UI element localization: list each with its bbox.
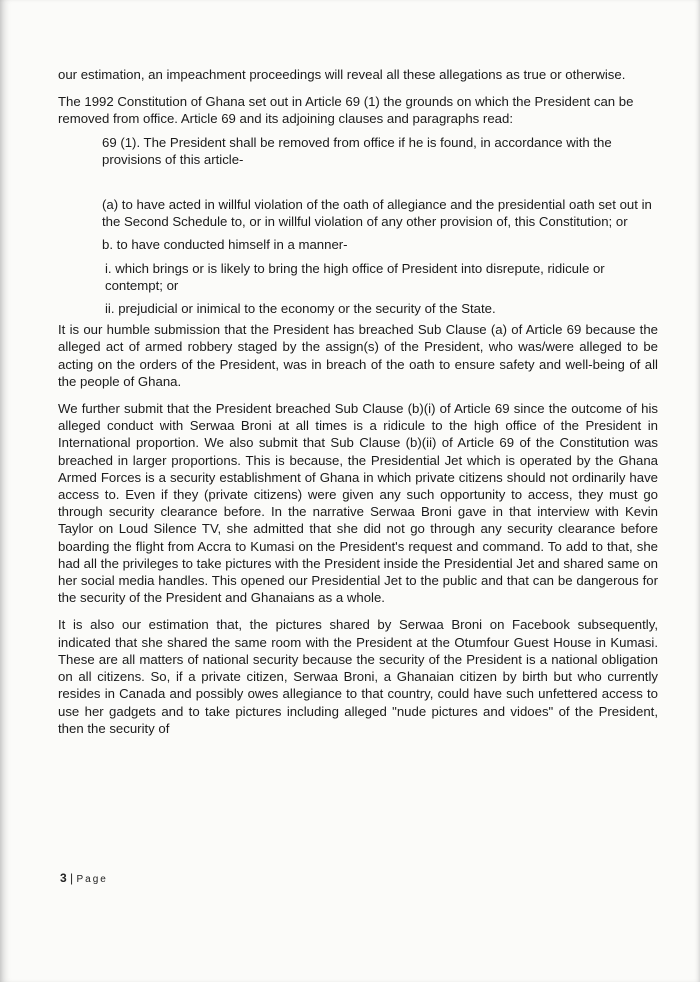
estimation-paragraph: It is also our estimation that, the pictures shared by Serwaa Broni on Facebook subsequently, indicated that she shared the same room with the President at the Otumfour Guest House in Kumasi. These are all matters of national security because the security of the President is a national obligation on all citizens. So, if a private citizen, Serwaa Broni, a Ghanaian citizen by birth but who currently resides in Canada and possibly owes allegiance to that country, could have such unfettered access to use her gadgets and to take pictures including alleged "nude pictures and vidoes" of the President, then the security of — [58, 617, 658, 736]
constitution-paragraph: The 1992 Constitution of Ghana set out in Article 69 (1) the grounds on which the President can be removed from office. Article 69 and its adjoining clauses and paragraphs read: — [58, 94, 634, 127]
page-label: Page — [76, 874, 108, 885]
page-footer — [60, 871, 108, 885]
article-69-1: 69 (1). The President shall be removed from office if he is found, in accordance with the provisions of this article- — [102, 134, 612, 167]
intro-paragraph: our estimation, an impeachment proceedings will reveal all these allegations as true or otherwise. — [58, 67, 626, 82]
document-body — [58, 66, 658, 737]
clause-b-ii: ii. prejudicial or inimical to the economy or the security of the State. — [105, 301, 496, 317]
further-submission-paragraph: We further submit that the President breached Sub Clause (b)(i) of Article 69 since the outcome of his alleged conduct with Serwaa Broni at all times is a ridicule to the high office of the President in International proportion. We also submit that Sub Clause (b)(ii) of Article 69 of the Constitution was breached in larger proportions. This is because, the Presidential Jet which is operated by the Ghana Armed Forces is a security establishment of Ghana in which private citizens should not ordinarily have access to. Even if they (private citizens) were given any such opportunity to access, they must go through security clearance before. In the narrative Serwaa Broni gave in that interview with Kevin Taylor on Loud Silence TV, she admitted that she did not go through any security clearance before boarding the flight from Accra to Kumasi on the President's request and command. To add to that, she had all the privileges to take pictures with the President inside the Presidential Jet and shared same on her social media handles. This opened our Presidential Jet to the public and that can be dangerous for the security of the President and Ghanaians as a whole. — [58, 401, 658, 606]
clause-b-i: i. which brings or is likely to bring the high office of President into disrepute, ridicule or contempt; or — [105, 260, 605, 293]
page-number: 3 — [60, 871, 67, 885]
clause-b: b. to have conducted himself in a manner- — [102, 237, 348, 253]
clause-a: (a) to have acted in willful violation of the oath of allegiance and the presidential oath set out in the Second Schedule to, or in willful violation of any other provision of, this Constitution; or — [102, 197, 652, 230]
submission-paragraph: It is our humble submission that the President has breached Sub Clause (a) of Article 69 because the alleged act of armed robbery staged by the assign(s) of the President, who was/were alleged to be acting on the orders of the President, was in breach of the oath to ensure safety and well-being of all the people of Ghana. — [58, 322, 658, 389]
page-separator: | — [70, 871, 74, 885]
